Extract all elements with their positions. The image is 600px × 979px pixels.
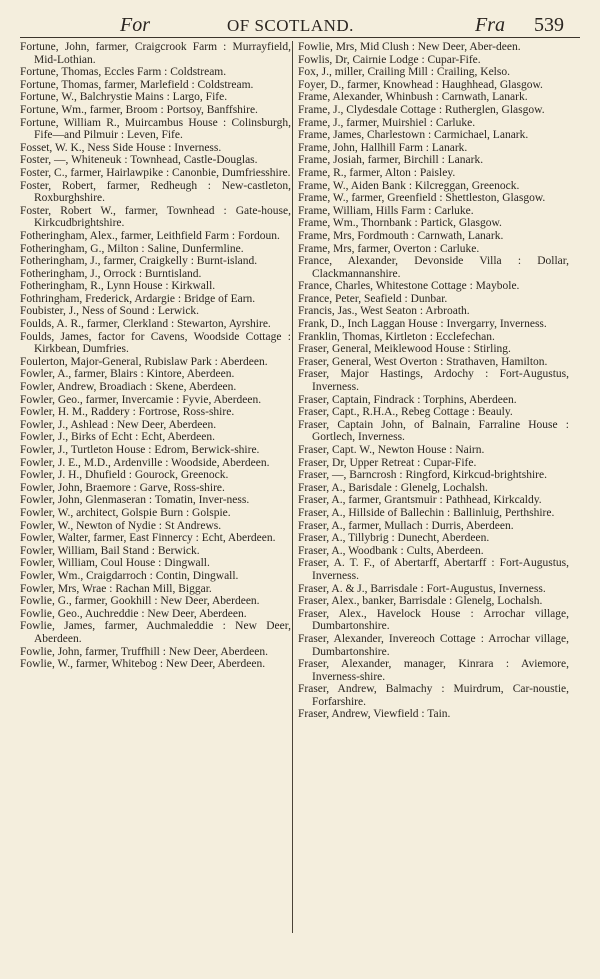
directory-entry: Fraser, A. & J., Barrisdale : Fort-Augustus, Inverness.	[298, 582, 546, 595]
directory-entry: Fortune, William R., Muircambus House : Colinsburgh, Fife—and Pilmuir : Leven, Fife.	[20, 116, 291, 142]
directory-entry: Francis, Jas., West Seaton : Arbroath.	[298, 305, 470, 318]
directory-entry: Frame, John, Hallhill Farm : Lanark.	[298, 141, 468, 154]
directory-entry: Fraser, Alexander, Invereoch Cottage : Arrochar village, Dumbartonshire.	[298, 632, 569, 658]
directory-entry: Fraser, Andrew, Balmachy : Muirdrum, Car-noustie, Forfarshire.	[298, 683, 569, 708]
directory-entry: Fowler, W., architect, Golspie Burn : Golspie.	[20, 506, 231, 519]
directory-entry: Fotheringham, J., Orrock : Burntisland.	[20, 267, 202, 280]
directory-entry: Fraser, Capt., R.H.A., Rebeg Cottage : Beauly.	[298, 406, 513, 419]
directory-entry: Fraser, Andrew, Viewfield : Tain.	[298, 708, 451, 721]
directory-entry: Frame, W., Aiden Bank : Kilcreggan, Greenock.	[298, 179, 520, 192]
directory-entry: Frame, W., farmer, Greenfield : Shettleston, Glasgow.	[298, 192, 546, 205]
directory-entry: Fowler, Andrew, Broadiach : Skene, Aberdeen.	[20, 381, 237, 394]
directory-entry: Fowler, William, Bail Stand : Berwick.	[20, 544, 200, 557]
directory-entry: Franklin, Thomas, Kirtleton : Ecclefechan.	[298, 330, 495, 343]
directory-entry: Fraser, Major Hastings, Ardochy : Fort-Augustus, Inverness.	[298, 368, 569, 394]
directory-entry: Fraser, A., Hillside of Ballechin : Ballinluig, Perthshire.	[298, 506, 555, 519]
directory-entry: Fortune, John, farmer, Craigcrook Farm : Murrayfield, Mid-Lothian.	[20, 41, 291, 66]
directory-entry: Fotheringham, R., Lynn House : Kirkwall.	[20, 280, 216, 293]
directory-entry: Fox, J., miller, Crailing Mill : Crailing, Kelso.	[298, 66, 510, 79]
directory-entry: Fowler, Walter, farmer, East Finnercy : Echt, Aberdeen.	[20, 532, 276, 545]
directory-entry: Fotheringham, Alex., farmer, Leithfield Farm : Fordoun.	[20, 229, 280, 242]
directory-entry: Fowler, Wm., Craigdarroch : Contin, Dingwall.	[20, 569, 239, 582]
directory-entry: Fortune, Thomas, Eccles Farm : Coldstream.	[20, 66, 227, 79]
directory-entry: Fowler, W., Newton of Nydie : St Andrews.	[20, 519, 222, 532]
directory-entry: Fortune, Wm., farmer, Broom : Portsoy, Banffshire.	[20, 103, 258, 116]
directory-entry: France, Alexander, Devonside Villa : Dollar, Clackmannanshire.	[298, 255, 569, 280]
directory-entry: Fowlie, Mrs, Mid Clush : New Deer, Aber-deen.	[298, 41, 521, 53]
right-column	[298, 41, 569, 721]
directory-entry: Fraser, Alexander, manager, Kinrara : Aviemore, Inverness-shire.	[298, 658, 569, 683]
directory-entry: Fowler, J., Turtleton House : Edrom, Berwick-shire.	[20, 444, 260, 456]
directory-entry: Fowler, J., Ashlead : New Deer, Aberdeen.	[20, 418, 217, 431]
directory-entry: Fraser, A., Barisdale : Glenelg, Lochalsh.	[298, 481, 488, 494]
directory-entry: Fraser, A., farmer, Grantsmuir : Pathhead, Kirkcaldy.	[298, 494, 542, 507]
directory-entry: Fowler, John, Glenmaseran : Tomatin, Inver-ness.	[20, 494, 250, 507]
directory-entry: Fowlie, Geo., Auchreddie : New Deer, Aberdeen.	[20, 607, 247, 620]
directory-entry: Fraser, —, Barncrosh : Ringford, Kirkcud-brightshire.	[298, 469, 547, 482]
directory-entry: Fowler, John, Braemore : Garve, Ross-shire.	[20, 481, 225, 494]
directory-entry: Foulerton, Major-General, Rubislaw Park : Aberdeen.	[20, 355, 268, 368]
directory-entry: Fowler, J. E., M.D., Ardenville : Woodside, Aberdeen.	[20, 456, 270, 469]
directory-entry: Frame, Wm., Thornbank : Partick, Glasgow.	[298, 217, 502, 230]
directory-entry: Frame, J., Clydesdale Cottage : Rutherglen, Glasgow.	[298, 103, 545, 116]
directory-entry: Fraser, General, West Overton : Strathaven, Hamilton.	[298, 355, 548, 368]
directory-entry: Fowlie, James, farmer, Auchmaleddie : New Deer, Aberdeen.	[20, 620, 291, 645]
header-left-word: For	[120, 14, 150, 36]
directory-entry: Fowler, A., farmer, Blairs : Kintore, Aberdeen.	[20, 368, 235, 381]
directory-entry: Fraser, Captain John, of Balnain, Farraline House : Gortlech, Inverness.	[298, 418, 569, 444]
directory-entry: Fraser, Capt. W., Newton House : Nairn.	[298, 444, 485, 456]
directory-entry: Foulds, James, factor for Cavens, Woodside Cottage : Kirkbean, Dumfries.	[20, 330, 291, 356]
directory-entry: Fraser, A. T. F., of Abertarff, Abertarff : Fort-Augustus, Inverness.	[298, 557, 569, 582]
directory-entry: Foster, —, Whiteneuk : Townhead, Castle-Douglas.	[20, 154, 258, 167]
directory-entry: Frame, James, Charlestown : Carmichael, Lanark.	[298, 129, 529, 142]
directory-entry: Frank, D., Inch Laggan House : Invergarry, Inverness.	[298, 318, 547, 331]
directory-entry: Frame, Alexander, Whinbush : Carnwath, Lanark.	[298, 91, 528, 104]
directory-entry: Frame, Josiah, farmer, Birchill : Lanark.	[298, 154, 484, 167]
directory-entry: Fosset, W. K., Ness Side House : Inverness.	[20, 141, 222, 154]
directory-entry: Frame, Mrs, farmer, Overton : Carluke.	[298, 242, 480, 255]
directory-entry: Fraser, Captain, Findrack : Torphins, Aberdeen.	[298, 393, 517, 406]
header-rule	[20, 37, 580, 38]
directory-entry: Fowler, Mrs, Wrae : Rachan Mill, Biggar.	[20, 582, 212, 595]
column-divider	[292, 41, 293, 933]
directory-entry: Fowlie, John, farmer, Truffhill : New Deer, Aberdeen.	[20, 645, 268, 658]
left-column	[20, 41, 291, 671]
directory-entry: Fowler, J. H., Dhufield : Gourock, Greenock.	[20, 469, 229, 482]
directory-entry: Fotheringham, G., Milton : Saline, Dunfermline.	[20, 242, 244, 255]
directory-entry: Fraser, General, Meiklewood House : Stirling.	[298, 343, 511, 356]
directory-entry: Fraser, Alex., banker, Barrisdale : Glenelg, Lochalsh.	[298, 595, 543, 608]
directory-entry: Fraser, Alex., Havelock House : Arrochar village, Dumbartonshire.	[298, 607, 569, 633]
directory-entry: Foster, Robert, farmer, Redheugh : New-castleton, Roxburghshire.	[20, 179, 291, 205]
directory-entry: Fowlie, G., farmer, Gookhill : New Deer, Aberdeen.	[20, 595, 260, 608]
directory-entry: Foster, Robert W., farmer, Townhead : Gate-house, Kirkcudbrightshire.	[20, 204, 291, 230]
directory-entry: Fowler, J., Birks of Echt : Echt, Aberdeen.	[20, 431, 216, 444]
page-number: 539	[534, 14, 564, 36]
directory-entry: Fraser, A., farmer, Mullach : Durris, Aberdeen.	[298, 519, 514, 532]
directory-entry: Fowlis, Dr, Cairnie Lodge : Cupar-Fife.	[298, 53, 481, 66]
directory-entry: Fortune, W., Balchrystie Mains : Largo, Fife.	[20, 91, 228, 104]
directory-entry: France, Charles, Whitestone Cottage : Maybole.	[298, 280, 520, 293]
directory-entry: Frame, J., farmer, Muirshiel : Carluke.	[298, 116, 476, 129]
directory-entry: Fowlie, W., farmer, Whitebog : New Deer, Aberdeen.	[20, 658, 266, 671]
directory-entry: France, Peter, Seafield : Dunbar.	[298, 292, 448, 305]
directory-entry: Fotheringham, J., farmer, Craigkelly : Burnt-island.	[20, 255, 258, 268]
header-right-word: Fra	[475, 14, 505, 36]
directory-entry: Foyer, D., farmer, Knowhead : Haughhead, Glasgow.	[298, 78, 543, 91]
directory-entry: Frame, William, Hills Farm : Carluke.	[298, 204, 474, 217]
directory-entry: Fraser, A., Woodbank : Cults, Aberdeen.	[298, 544, 484, 557]
directory-entry: Fraser, A., Tillybrig : Dunecht, Aberdeen.	[298, 532, 490, 545]
directory-entry: Fraser, Dr, Upper Retreat : Cupar-Fife.	[298, 456, 477, 469]
directory-entry: Fothringham, Frederick, Ardargie : Bridge of Earn.	[20, 292, 256, 305]
directory-entry: Frame, Mrs, Fordmouth : Carnwath, Lanark.	[298, 229, 504, 242]
directory-entry: Fowler, H. M., Raddery : Fortrose, Ross-shire.	[20, 406, 235, 419]
directory-entry: Frame, R., farmer, Alton : Paisley.	[298, 166, 456, 179]
directory-entry: Fowler, William, Coul House : Dingwall.	[20, 557, 210, 570]
directory-entry: Foulds, A. R., farmer, Clerkland : Stewarton, Ayrshire.	[20, 318, 271, 331]
directory-entry: Foubister, J., Ness of Sound : Lerwick.	[20, 305, 200, 318]
directory-entry: Fowler, Geo., farmer, Invercamie : Fyvie, Aberdeen.	[20, 393, 262, 406]
header-title: OF SCOTLAND.	[227, 16, 354, 35]
directory-entry: Fortune, Thomas, farmer, Marlefield : Coldstream.	[20, 78, 254, 91]
directory-entry: Foster, C., farmer, Hairlawpike : Canonbie, Dumfriesshire.	[20, 166, 291, 179]
